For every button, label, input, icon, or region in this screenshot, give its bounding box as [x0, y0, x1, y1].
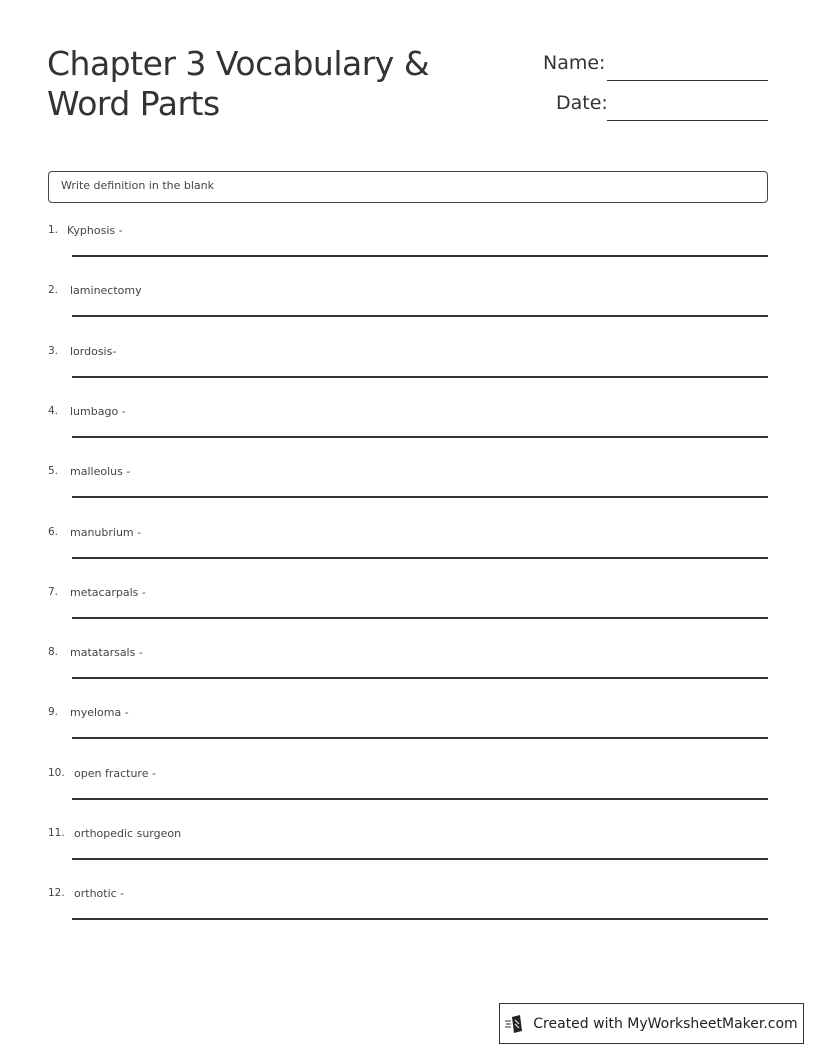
item-number: 4.	[48, 404, 59, 417]
answer-line[interactable]	[72, 798, 768, 800]
footer-credit[interactable]	[499, 1003, 804, 1044]
date-label: Date:	[556, 92, 608, 114]
name-field[interactable]	[607, 80, 768, 81]
item-term: myeloma -	[70, 706, 129, 720]
item-term: lordosis-	[70, 344, 117, 358]
item-number: 1.	[48, 224, 59, 236]
answer-line[interactable]	[72, 617, 768, 619]
answer-line[interactable]	[72, 315, 768, 317]
item-number: 10.	[48, 766, 65, 779]
footer-text: Created with MyWorksheetMaker.com	[533, 1015, 798, 1032]
item-term: lumbago -	[70, 404, 126, 418]
item-term: laminectomy	[70, 284, 142, 298]
item-number: 2.	[48, 284, 59, 297]
page-title: Chapter 3 Vocabulary & Word Parts	[47, 44, 430, 123]
item-term: open fracture -	[74, 766, 156, 780]
name-label: Name:	[543, 52, 606, 74]
answer-line[interactable]	[72, 677, 768, 679]
item-term: orthotic -	[74, 887, 125, 901]
answer-line[interactable]	[72, 255, 768, 257]
item-term: malleolus -	[70, 465, 131, 479]
item-number: 6.	[48, 525, 59, 538]
instructions-box: Write definition in the blank	[48, 171, 768, 203]
answer-line[interactable]	[72, 436, 768, 438]
answer-line[interactable]	[72, 376, 768, 378]
date-field[interactable]	[607, 120, 768, 121]
item-number: 12.	[48, 887, 65, 900]
item-number: 3.	[48, 344, 59, 357]
item-term: manubrium -	[70, 525, 142, 539]
answer-line[interactable]	[72, 858, 768, 860]
item-term: Kyphosis -	[67, 224, 123, 237]
item-number: 9.	[48, 706, 59, 719]
item-number: 11.	[48, 827, 65, 839]
item-number: 8.	[48, 646, 59, 659]
answer-line[interactable]	[72, 557, 768, 559]
answer-line[interactable]	[72, 918, 768, 920]
item-term: orthopedic surgeon	[74, 827, 182, 840]
item-number: 7.	[48, 585, 59, 598]
answer-line[interactable]	[72, 496, 768, 498]
item-number: 5.	[48, 465, 59, 478]
item-term: matatarsals -	[70, 646, 143, 660]
answer-line[interactable]	[72, 737, 768, 739]
item-term: metacarpals -	[70, 585, 146, 599]
worksheet-maker-logo-icon	[505, 1014, 525, 1034]
